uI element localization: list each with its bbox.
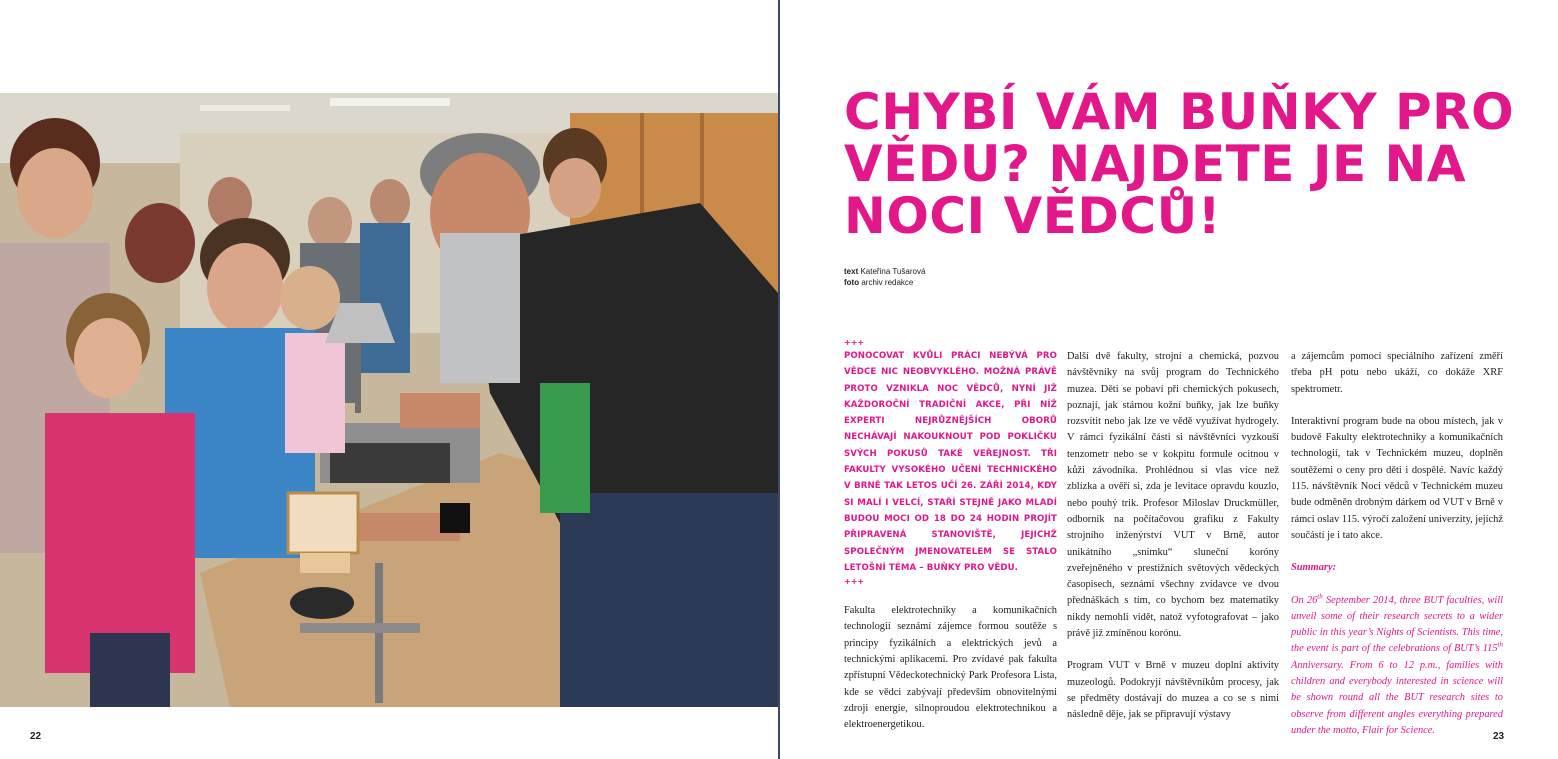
column-1-body (844, 603, 1057, 733)
photo-credit-label: foto (844, 278, 860, 287)
photo-credit-author: archiv redakce (861, 278, 914, 287)
credits (844, 266, 925, 288)
spread-divider (778, 0, 780, 759)
page-number-left: 22 (30, 731, 42, 742)
col2-paragraph-1: Další dvě fakulty, strojní a chemická, pozvou návštěvníky na svůj program do Technického muzea. Děti se pobaví při chemických pokusech, poznají, jak stárnou kožní buňky, jak lze buňky rozsvítit nebo jak lze ve vědě využívat hydrogely. V rámci fyzikální části si návštěvníci vyzkouší tenzometr nebo se v kokpitu formule ocitnou v kůži závodníka. Prohlédnou si vlas více než zblízka a ověří si, zda je levitace opravdu kouzlo, nebo pouhý trik. Profesor Miloslav Druckmüller, odborník na počítačovou grafiku z Fakulty strojního inženýrství VUT v Brně, autor unikátního „snímku“ sluneční koróny zveřejněného v prestižních světových vědeckých časopisech, seznámí všechny zvídavce ve dvou přednáškách s tím, co bychom bez matematiky nikdy nemohli vidět, natož vyfotografovat – jako právě již zmíněnou korónu. (1067, 351, 1279, 640)
event-photo (0, 93, 778, 707)
col3-paragraph-1: a zájemcům pomocí speciálního zařízení změří třeba pH potu nebo ukáží, co dokáže XRF spektrometr. (1291, 351, 1503, 395)
column-2 (1067, 349, 1279, 740)
lead-paragraph (844, 348, 1057, 576)
text-credit (844, 266, 925, 277)
summary-sup-2: th (1497, 640, 1503, 649)
col3-paragraph-2: Interaktivní program bude na obou místech, jak v budově Fakulty elektrotechniky a komunikačních technologií, tak v Technickém muzeu, doplněn soutěžemi o ceny pro děti i dospělé. Navíc každý 115. návštěvník Noci vědců v Technickém muzeu bude odměněn drobným dárkem od VUT v Brně v rámci oslav 115. výročí založení univerzity, jejíchž součástí je i tato akce. (1291, 415, 1503, 541)
text-credit-author: Kateřina Tušarová (860, 267, 926, 276)
lead-text: PONOCOVAT KVŮLI PRÁCI NEBÝVÁ PRO VĚDCE NIC NEOBVYKLÉHO. MOŽNÁ PRÁVĚ PROTO VZNIKLA NOC VĚDCŮ, NYNÍ JIŽ KAŽDOROČNÍ TRADIČNÍ AKCE, PŘI NÍŽ EXPERTI NEJRŮZNĚJŠÍCH OBORŮ NECHÁVAJÍ NAKOUKNOUT POD POKLIČKU SVÝCH POKUSŮ TAKÉ VEŘEJNOST. TŘI FAKULTY VYSOKÉHO UČENÍ TECHNICKÉHO V BRNĚ TAK LETOS UČÍ 26. ZÁŘÍ 2014, KDY SI MALÍ I VELCÍ, STAŘÍ STEJNĚ JAKO MLADÍ BUDOU MOCI OD 18 DO 24 HODIN PROJÍT PŘIPRAVENÁ STANOVIŠTĚ, JEJICHŽ SPOLEČNÝM JMENOVATELEM SE STALO LETOŠNÍ TÉMA – BUŇKY PRO VĚDU. (844, 351, 1057, 573)
col2-paragraph-2: Program VUT v Brně v muzeu doplní aktivity muzeologů. Podokryjí návštěvníkům procesy, jak se předměty dostávají do muzea a co se s nimi následně děje, jak se připravují výstavy (1067, 660, 1279, 721)
summary-title: Summary: (1291, 562, 1337, 574)
summary-part-2: September 2014, three BUT faculties, will unveil some of their research secrets to a wider public in this year’s Nights of Scientists. This time, the event is part of the celebrations of BUT’s 115 (1291, 594, 1503, 655)
col1-paragraph: Fakulta elektrotechniky a komunikačních technologií seznámí zájemce formou soutěže s principy fyzikálních a elektrických jevů a technickými aplikacemi. Pro zvídavé pak fakulta zpřístupní Vědeckotechnický Park Profesora Lista, kde se vědci zabývají především obnovitelnými zdroji energie, silnoproudou elektrotechnikou a elektroenergetikou. (844, 605, 1057, 731)
page-number-right: 23 (1493, 731, 1505, 742)
event-photo-illustration (0, 93, 778, 707)
photo-credit (844, 277, 925, 288)
lead-marker-bottom: +++ (844, 577, 865, 587)
column-3 (1291, 349, 1503, 755)
summary-part-1: On 26 (1291, 594, 1318, 606)
article-headline: CHYBÍ VÁM BUŇKY PRO VĚDU? NAJDETE JE NA NOCI VĚDCŮ! (844, 83, 1515, 245)
column-1 (844, 337, 1057, 750)
summary-text (1291, 593, 1503, 740)
summary-sup-1: th (1317, 592, 1323, 601)
summary-part-3: Anniversary. From 6 to 12 p.m., families with children and everybody interested in science will be shown round all the BUT research sites to observe from different angles everything prepared under the motto, Flair for Science. (1291, 659, 1503, 736)
lead-marker-top: +++ (844, 338, 865, 347)
text-credit-label: text (844, 267, 859, 276)
